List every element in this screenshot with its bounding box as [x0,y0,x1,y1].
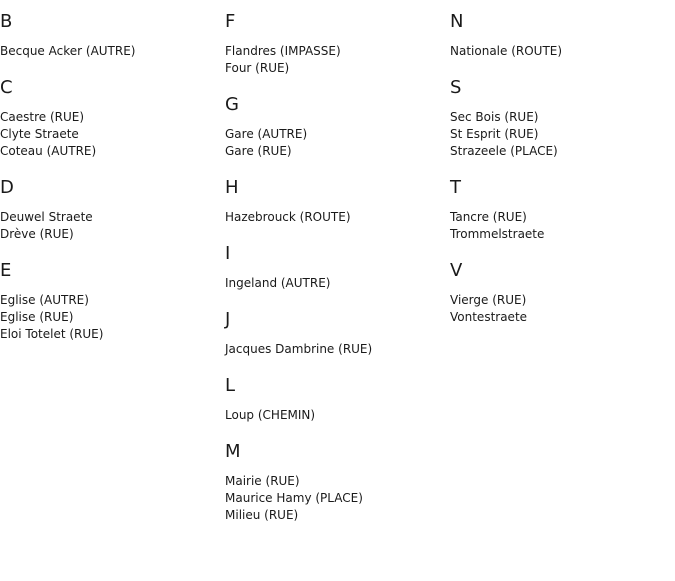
letter-group-d [0,166,225,243]
index-column-1 [0,0,225,349]
letter-heading: T [450,177,461,198]
street-link[interactable]: Vontestraete [450,310,528,324]
street-link[interactable]: Nationale (ROUTE) [450,44,563,58]
street-list [225,275,450,292]
letter-group-h [225,166,450,226]
street-link[interactable]: Four (RUE) [225,61,290,75]
street-link[interactable]: Clyte Straete [0,127,79,141]
letter-group-c [0,66,225,160]
letter-heading: G [225,94,239,115]
street-list [0,292,225,343]
letter-group-l [225,364,450,424]
letter-heading: I [225,243,231,264]
street-list [450,292,675,326]
street-link[interactable]: Flandres (IMPASSE) [225,44,341,58]
letter-heading: H [225,177,239,198]
index-column-2 [225,0,450,530]
street-link[interactable]: Gare (RUE) [225,144,292,158]
street-link[interactable]: Caestre (RUE) [0,110,85,124]
index-column-3 [450,0,675,332]
street-link[interactable]: Strazeele (PLACE) [450,144,558,158]
street-link[interactable]: Drève (RUE) [0,227,74,241]
street-link[interactable]: Vierge (RUE) [450,293,527,307]
street-link[interactable]: Hazebrouck (ROUTE) [225,210,351,224]
letter-heading: L [225,375,236,396]
street-link[interactable]: Jacques Dambrine (RUE) [225,342,373,356]
street-list [450,109,675,160]
street-link[interactable]: Tancre (RUE) [450,210,527,224]
street-link[interactable]: Mairie (RUE) [225,474,300,488]
letter-group-b [0,0,225,60]
street-link[interactable]: Trommelstraete [450,227,545,241]
letter-heading: N [450,11,464,32]
letter-heading: S [450,77,462,98]
letter-heading: B [0,11,13,32]
letter-group-t [450,166,675,243]
street-link[interactable]: Maurice Hamy (PLACE) [225,491,363,505]
letter-group-g [225,83,450,160]
street-list [225,209,450,226]
street-link[interactable]: Becque Acker (AUTRE) [0,44,136,58]
letter-heading: J [225,309,231,330]
letter-heading: M [225,441,241,462]
letter-heading: C [0,77,13,98]
street-link[interactable]: Milieu (RUE) [225,508,299,522]
street-list [450,209,675,243]
street-list [225,43,450,77]
street-link[interactable]: St Esprit (RUE) [450,127,539,141]
letter-group-v [450,249,675,326]
letter-heading: D [0,177,14,198]
letter-group-s [450,66,675,160]
street-list [225,126,450,160]
letter-heading: V [450,260,463,281]
street-list [0,209,225,243]
street-link[interactable]: Gare (AUTRE) [225,127,308,141]
street-link[interactable]: Ingeland (AUTRE) [225,276,331,290]
street-link[interactable]: Eloi Totelet (RUE) [0,327,104,341]
letter-group-m [225,430,450,524]
street-list [0,109,225,160]
street-link[interactable]: Sec Bois (RUE) [450,110,539,124]
letter-heading: F [225,11,236,32]
street-link[interactable]: Eglise (AUTRE) [0,293,89,307]
letter-group-e [0,249,225,343]
letter-heading: E [0,260,12,281]
street-list [450,43,675,60]
street-link[interactable]: Coteau (AUTRE) [0,144,97,158]
letter-group-f [225,0,450,77]
street-link[interactable]: Eglise (RUE) [0,310,74,324]
street-list [225,473,450,524]
street-list [225,407,450,424]
street-list [225,341,450,358]
letter-group-j [225,298,450,358]
letter-group-n [450,0,675,60]
letter-group-i [225,232,450,292]
street-link[interactable]: Loup (CHEMIN) [225,408,316,422]
street-list [0,43,225,60]
street-link[interactable]: Deuwel Straete [0,210,93,224]
